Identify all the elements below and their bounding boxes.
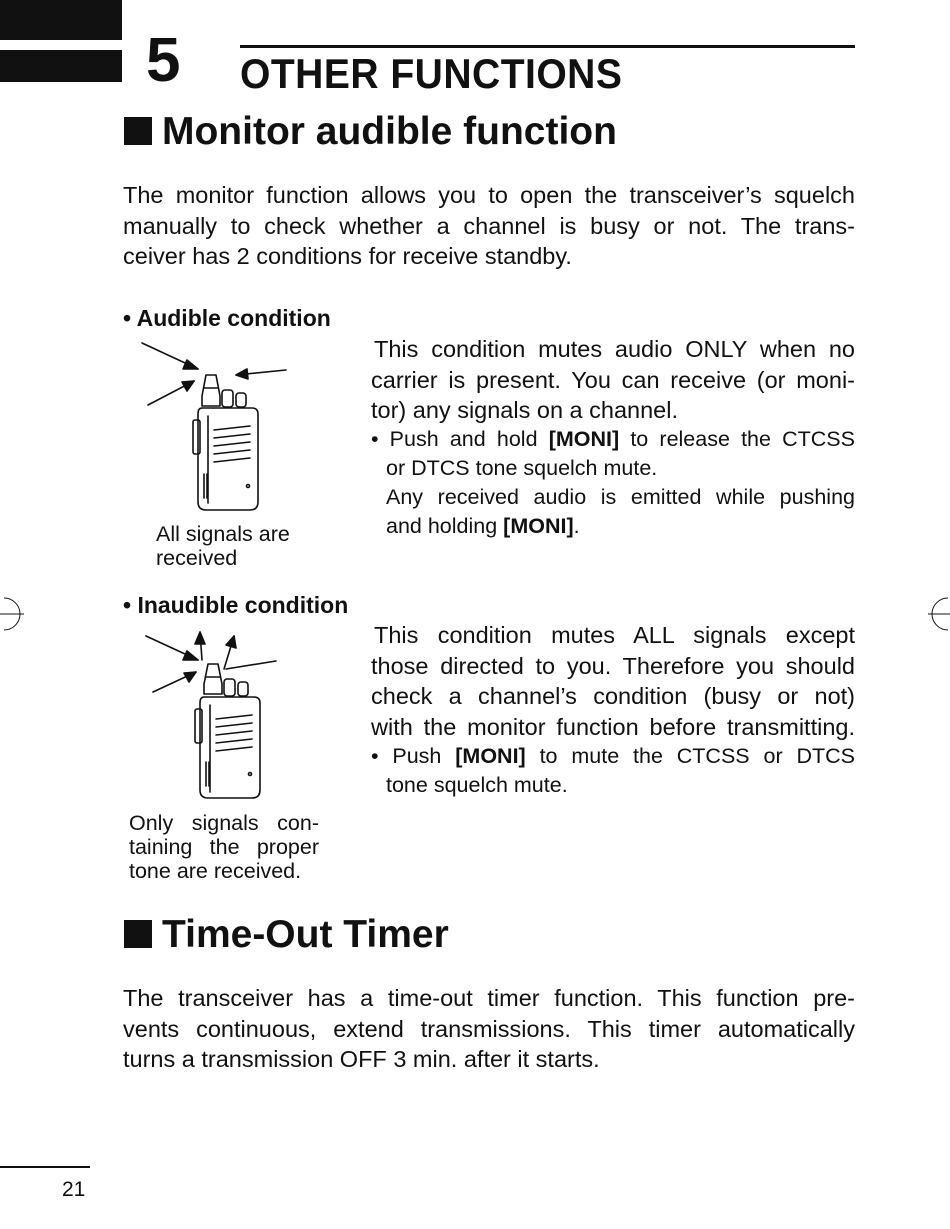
chapter-tab-top: [0, 0, 122, 40]
timeout-line: vents continuous, extend transmissions. This timer automatically: [123, 1015, 855, 1042]
chapter-rule: [240, 45, 855, 48]
moni-key: [MONI]: [455, 744, 526, 768]
bullet-text: to release the CTCSS: [619, 427, 855, 451]
chapter-number: 5: [146, 26, 181, 95]
radio-illustration-audible: [130, 338, 300, 518]
timeout-line: The transceiver has a time-out timer function. This function pre-: [123, 985, 855, 1011]
desc-line: This condition mutes ALL signals except: [374, 622, 855, 648]
moni-key: [MONI]: [503, 514, 574, 538]
note-line: [371, 512, 855, 541]
bullet-text: • Push and hold: [371, 427, 549, 451]
audible-description: [371, 334, 855, 426]
inaudible-caption: [129, 811, 319, 883]
note-text: .: [573, 514, 580, 538]
intro-line: manually to check whether a channel is busy or not. The trans-: [123, 212, 855, 239]
registration-mark-right: [928, 596, 950, 636]
bullet-text: to mute the CTCSS or DTCS: [525, 744, 856, 768]
bullet-line: [371, 425, 855, 454]
section-heading-monitor: [124, 110, 617, 154]
section-heading-text: Monitor audible function: [162, 110, 617, 153]
timeout-line: turns a transmission OFF 3 min. after it starts.: [123, 1046, 600, 1072]
audible-bullet: [371, 425, 855, 541]
bullet-text: • Push: [371, 744, 456, 768]
audible-caption: [156, 522, 290, 570]
desc-line: check a channel’s condition (busy or not): [371, 683, 855, 709]
desc-line: those directed to you. Therefore you should: [371, 652, 855, 679]
square-bullet-icon: [124, 117, 152, 145]
note-line: Any received audio is emitted while pushing: [386, 485, 855, 509]
caption-line: All signals are: [156, 522, 290, 546]
moni-key: [MONI]: [548, 427, 620, 451]
chapter-title: OTHER FUNCTIONS: [240, 50, 623, 97]
desc-line: tor) any signals on a channel.: [371, 397, 678, 423]
audible-heading: • Audible condition: [123, 305, 331, 331]
bullet-line: [371, 742, 855, 771]
desc-line: carrier is present. You can receive (or moni-: [371, 366, 855, 393]
intro-line: ceiver has 2 conditions for receive standby.: [123, 243, 572, 269]
page-number: 21: [62, 1178, 86, 1201]
timeout-paragraph: [123, 983, 855, 1075]
bullet-line: tone squelch mute.: [386, 773, 568, 797]
inaudible-description: [371, 620, 855, 742]
monitor-intro: [123, 180, 855, 272]
note-text: and holding: [386, 514, 504, 538]
caption-line: tone are received.: [129, 859, 302, 883]
footer-rule: [0, 1166, 90, 1168]
radio-illustration-inaudible: [130, 624, 300, 804]
bullet-line: or DTCS tone squelch mute.: [386, 456, 658, 480]
intro-line: The monitor function allows you to open the transceiver’s squelch: [123, 182, 855, 208]
caption-line: Only signals con-: [129, 811, 319, 835]
inaudible-bullet: [371, 742, 855, 800]
caption-line: received: [156, 546, 238, 570]
caption-line: taining the proper: [129, 835, 319, 859]
desc-line: This condition mutes audio ONLY when no: [374, 336, 855, 362]
square-bullet-icon: [124, 920, 152, 948]
section-heading-timeout: [124, 913, 449, 957]
desc-line: with the monitor function before transmitting.: [371, 713, 855, 740]
chapter-tab-bottom: [0, 50, 122, 82]
registration-mark-left: [0, 596, 24, 636]
section-heading-text: Time-Out Timer: [162, 913, 449, 956]
inaudible-heading: • Inaudible condition: [123, 592, 349, 618]
